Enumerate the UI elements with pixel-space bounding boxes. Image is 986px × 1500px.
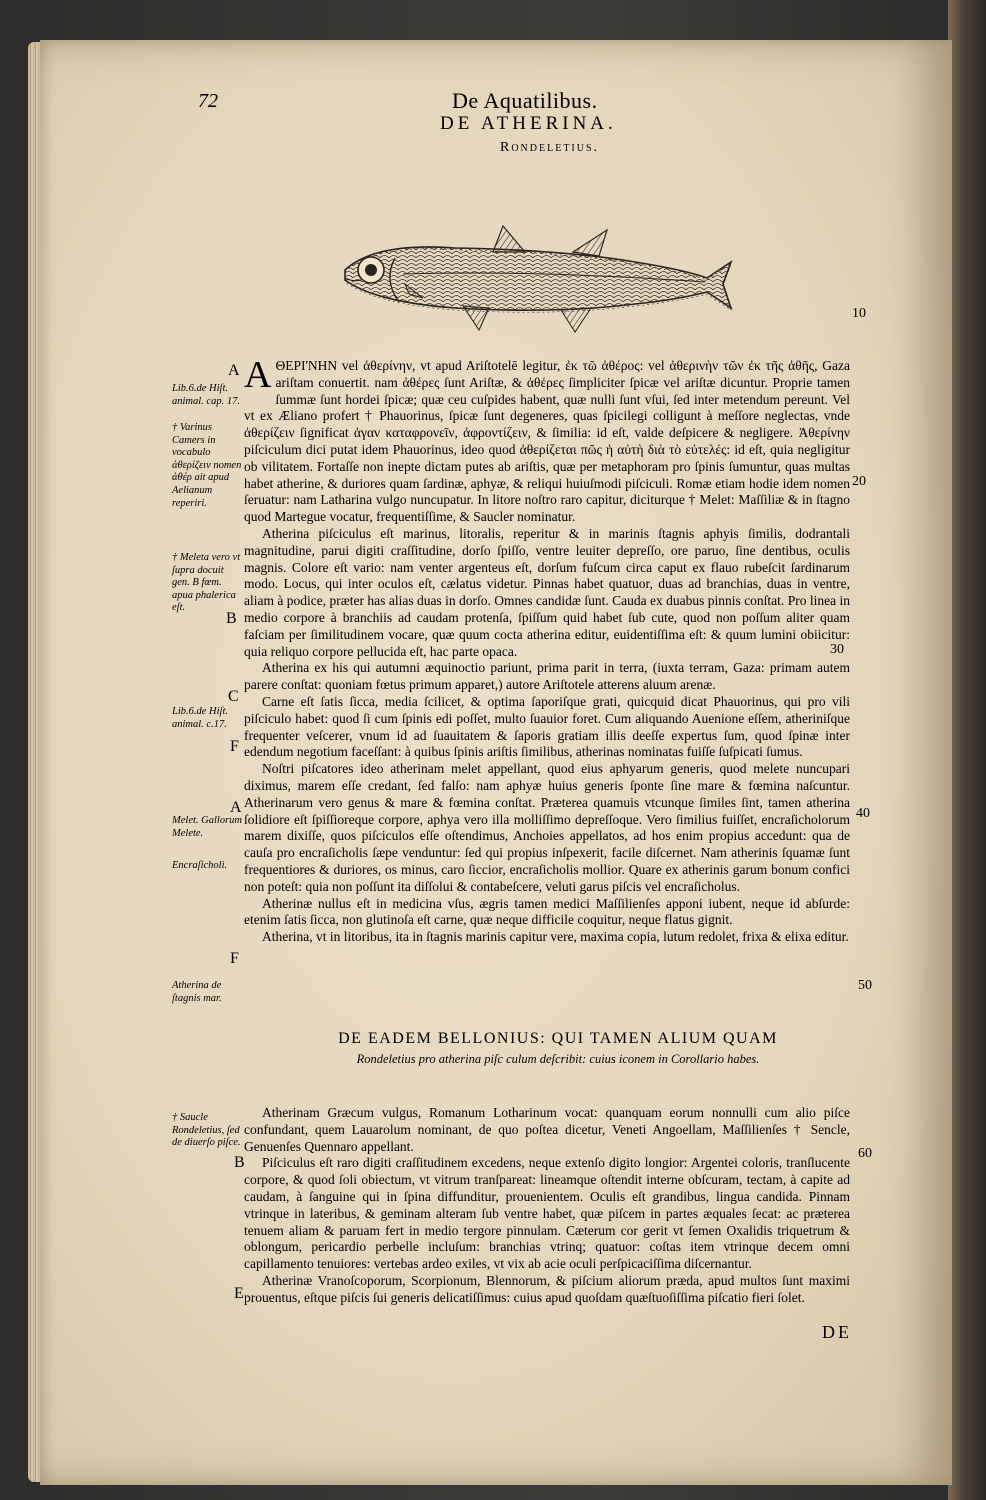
chapter-title: DE ATHERINA.: [440, 113, 617, 134]
section-letter: B: [226, 610, 237, 627]
paragraph: Atherina piſciculus eſt marinus, litoralis, reperitur & in marinis ſtagnis aphyis ſimilis, dodrantali magnitudine, parui digiti craſſitudine, dorſo ſpiſſo, ventre leuiter depreſſo, ore paruo, ſine dentibus, oculis magnis. Colore eſt vario: nam venter argenteus eſt, dorſum fuſcum circa caput ex flauo rubeſcit ſardinarum modo. Locus, qui inter oculos eſt, cælatus videtur. Pinnas habet quatuor, duas ad branchias, duas in ventre, aliam à podice, præter has alias duas in dorſo. Omnes candidæ ſunt. Cauda ex duabus pinnis conſtat. Pro linea in medio corpore à branchiis ad caudam protenſa, ſpiſſum quid habet ſub cute, quod non poſſum aliter quam faſciam per ſimilitudinem vocare, quæ quum cocta atherina editur, euidentiſſima eſt: & quum lumini obiicitur: quia reliquo corpore pellucida eſt, hac parte opaca.: [244, 525, 850, 659]
section-letter: E: [234, 1285, 244, 1302]
line-number: 10: [852, 306, 866, 321]
main-text-block: [244, 354, 850, 946]
margin-note: Lib.6.de Hiſt. animal. c.17.: [172, 706, 229, 730]
paragraph: [244, 354, 850, 526]
section-letter: F: [230, 950, 239, 967]
paragraph: Piſciculus eſt raro digiti craſſitudinem excedens, neque extenſo digito longior: Argentei coloris, tranſlucente corpore, & quod ſoli obiectum, vt vitrum tranſpareat: lineamque oſtendit interne obſcuram, tectam, à capite ad caudam, à ſanguine qui in ſpina diffunditur, prouenientem. Oculis eſt grandibus, lingua candida. Pinnam vtrinque in lateribus, & geminam alteram ſub ventre habet, quæ piſcem in partes æquales ſecat: ac præterea tenuem aliam & paruam fert in medio tergore pinnulam. Cæterum cor gerit vt ſemen Oxalidis triquetrum & oblongum, pericardio perbelle incluſum: branchias vtrinq; quatuor: coſtas item vtrinque decem omni capillamento tenuiores: vertebas ardeo exiles, vt vix ab acie oculi perſpicaciſſima diſcernantur.: [244, 1155, 850, 1272]
section-letter: B: [234, 1154, 245, 1171]
margin-note: † Saucle Rondeletius, ſed de diuerſo piſce.: [172, 1112, 241, 1149]
margin-note: Encraſicholi.: [172, 860, 228, 871]
section-letter: A: [230, 799, 242, 816]
paragraph: Noſtri piſcatores ideo atherinam melet appellant, quod eius aphyarum generis, quod melete nuncupari diximus, marem eſſe credant, ſed falſo: nam aphyæ huius generis ſponte ſine mare & fœmina naſcuntur. Atherinarum vero genus & mare & fœmina conſtat. Præterea quamuis vtcunque ſimiles ſint, tamen atherina ſolidiore eſt ſpiſſioreque corpore, aphya vero illa molliſſimo depreſſoque. Vero ſimilius fuiſſet, encraſicholorum marem dixiſſe, quos piſciculos eſſe oſtendimus, Anchoies appellatos, ad hos enim propius accedunt: qua de cauſa pro encraſicholis ſæpe venduntur: ſed qui propius inſpexerit, facile diſcernet. Nam atherinis ſquamæ ſunt frequentiores & duriores, os minus, caro ſiccior, encraſicholis mollior. Quare ex atherinis garum bonum confici non poteſt: quia non poſſunt ita diſſolui & contabeſcere, veluti garus piſcis vel encraſicholus.: [244, 761, 850, 894]
section-letter: C: [228, 688, 239, 705]
margin-note: Lib.6.de Hiſt. animal. cap. 17.: [172, 383, 240, 407]
line-number: 20: [852, 474, 866, 489]
main-text-block: [244, 1105, 850, 1307]
margin-note: † Meleta vero vt ſupra docuit gen. B fœm. apua phalerica eſt.: [172, 552, 241, 614]
section-letter: F: [230, 738, 239, 755]
paragraph: Atherinæ Vranoſcoporum, Scorpionum, Blennorum, & piſcium aliorum præda, apud multos ſunt maximi prouentus, eſtque piſcis ſui generis delicatiſſimus: cuius apud quoſdam quæſtuoſiſſima piſcatio fieri ſolet.: [244, 1272, 850, 1305]
section-letter: A: [228, 362, 240, 379]
atherina-woodcut-illustration: [335, 222, 735, 340]
section-subheading: Rondeletius pro atherina piſc culum deſcribit: cuius iconem in Corollario habes.: [356, 1052, 760, 1066]
facing-page-edge: [948, 0, 986, 1500]
paragraph: Atherina ex his qui autumni æquinoctio pariunt, prima parit in terra, (iuxta terram, Gaza: primam autem parere conſtat: quoniam fœtus primum apparet,) autore Ariſtotele atterens aluum arenæ.: [244, 660, 850, 693]
line-number: 30: [830, 642, 844, 657]
page-number: 72: [198, 90, 218, 112]
paragraph: Atherinæ nullus eſt in medicina vſus, ægris tamen medici Maſſilienſes apponi iubent, neque id abſurde: etenim ſatis ſicca, non glutinoſa eſt carne, quæ neque difficile coquitur, neque flatus gignit.: [244, 895, 850, 928]
margin-note: Melet. Gallorum Melete.: [172, 815, 242, 839]
paragraph-text: ΘΕΡΙ'ΝΗΝ vel ἀθερίνην, vt apud Ariſtotelē legitur, ἐκ τῶ ἀθέρος: vel ἀθερινὴν τῶν ἐκ τῆς ἀθῆς, Gaza ariſtam conuertit. nam ἀθέρες ſunt Ariſtæ, & ἀθέρες ſimpliciter ſpicæ vel ariſtæ dicuntur. Proprie tamen ſummæ ſunt hordei ſpicæ; quæ ceu cuſpides habent, quæ nulli ſunt vſui, ſed inter metendum pereunt. Vel vt ex Æliano profert † Phauorinus, ſpicæ ſunt degeneres, quas ſpicilegi colligunt à meſſore neglectas, vnde ἀθερίζειν ſignificat ἀγαν καταφρονεῖν, ἀφροντίζειν, & ſimilia: id eſt, valde deſpicere & negligere. Ἀθερίνην piſciculum dici putat idem Phauorinus, ideo quod ἀθερίζεται πῶς ἡ αὐτὴ διὰ τὸ εὐτελές: id eſt, quia negligitur ob vilitatem. Fortaſſe non inepte dictam putes ab ariſtis, quæ per metaphoram pro ſpinis ſumuntur, quas multas habet atherine, & duriores quam ſardinæ, aphyæ, & reliqui huiuſmodi piſciculi. Romæ etiam hodie idem nomen ſeruatur: nam Latharina vulgo nuncupatur. In litore noſtro raro capitur, diciturque † Melet: Maſſiliæ & in ſtagno quod Martegue vocatur, frequentiſſime, & Saucler nominatur.: [244, 358, 850, 525]
running-head: De Aquatilibus.: [452, 88, 598, 113]
author-line: Rondeletius.: [500, 140, 600, 155]
paragraph: Carne eſt ſatis ſicca, media ſcilicet, & optima ſaporiſque grati, quicquid dicat Phauorinus, qui pro vili piſciculo habet: quod ſi cum ſpinis edi poſſet, multo ſuauior foret. Cum aliquando Auenione eſſem, atheriniſque frequenter veſcerer, vnum id ad ſuauitatem & ſaporis gratiam illis deeſſe expertus ſum, quod ſpinæ inter edendum negotium faceſſant: à quibus ſpinis ariſtis ſimilibus, atherinas nominatas fuiſſe ſuſpicati ſumus.: [244, 693, 850, 760]
paragraph: Atherina, vt in litoribus, ita in ſtagnis marinis capitur vere, maxima copia, lutum redolet, frixa & elixa editur.: [262, 929, 849, 945]
line-number: 60: [858, 1146, 872, 1161]
line-number: 40: [856, 806, 870, 821]
paragraph: Atherinam Græcum vulgus, Romanum Lotharinum vocat: quanquam eorum nonnulli cum alio piſce confundant, quem Lauarolum nominant, de quo poſtea dicetur, Veneti Angoellam, Maſſilienſes † Sencle, Genuenſes Quennaro appellant.: [244, 1105, 850, 1154]
drop-cap: A: [244, 354, 272, 396]
margin-note: † Varinus Camers in vocabulo ἀθερίζειν nomen ἀθέρ ait apud Aelianum reperiri.: [172, 422, 242, 509]
catchword: DE: [822, 1322, 852, 1342]
line-number: 50: [858, 978, 872, 993]
section-heading: DE EADEM BELLONIUS: QUI TAMEN ALIUM QUAM: [338, 1030, 778, 1047]
margin-note: Atherina de ſtagnis mar.: [172, 980, 222, 1004]
